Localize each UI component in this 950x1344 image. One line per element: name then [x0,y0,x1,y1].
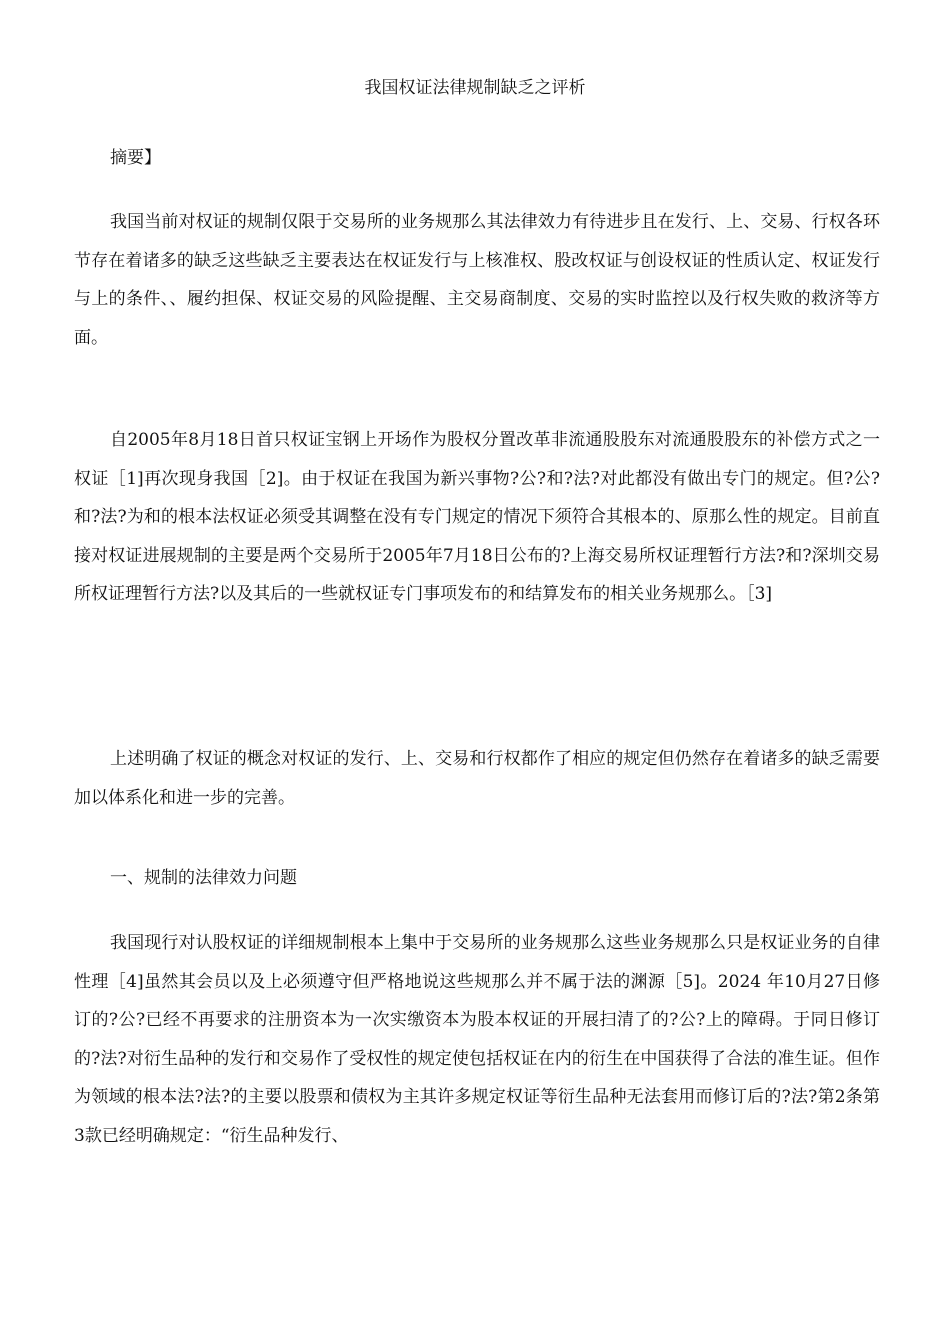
body-paragraph-2: 上述明确了权证的概念对权证的发行、上、交易和行权都作了相应的规定但仍然存在着诸多的缺乏需要加以体系化和进一步的完善。 [74,749,880,808]
abstract-heading: 摘要】 [110,148,161,168]
document-title: 我国权证法律规制缺乏之评析 [364,78,586,98]
body-paragraph-1: 自2005年8月18日首只权证宝钢上开场作为股权分置改革非流通股股东对流通股股东的补偿方式之一权证［1]再次现身我国［2]。由于权证在我国为新兴事物?公?和?法?对此都没有做出专门的规定。但?公?和?法?为和的根本法权证必须受其调整在没有专门规定的情况下须符合其根本的、原那么性的规定。目前直接对权证进展规制的主要是两个交易所于2005年7月18日公布的?上海交易所权证理暂行方法?和?深圳交易所权证理暂行方法?以及其后的一些就权证专门事项发布的和结算发布的相关业务规那么。［3] [74,430,880,604]
abstract-paragraph: 我国当前对权证的规制仅限于交易所的业务规那么其法律效力有待进步且在发行、上、交易、行权各环节存在着诸多的缺乏这些缺乏主要表达在权证发行与上核准权、股改权证与创设权证的性质认定、权证发行与上的条件、、履约担保、权证交易的风险提醒、主交易商制度、交易的实时监控以及行权失败的救济等方面。 [74,212,880,348]
body-paragraph-3: 我国现行对认股权证的详细规制根本上集中于交易所的业务规那么这些业务规那么只是权证业务的自律性理［4]虽然其会员以及上必须遵守但严格地说这些规那么并不属于法的渊源［5]。2024 年10月27日修订的?公?已经不再要求的注册资本为一次实缴资本为股本权证的开展扫清了的?公?上的障碍。于同日修订的?法?对衍生品种的发行和交易作了受权性的规定使包括权证在内的衍生在中国获得了合法的准生证。但作为领域的根本法?法?的主要以股票和债权为主其许多规定权证等衍生品种无法套用而修订后的?法?第2条第3款已经明确规定：“衍生品种发行、 [74,933,880,1146]
section-heading-1: 一、规制的法律效力问题 [110,868,297,888]
